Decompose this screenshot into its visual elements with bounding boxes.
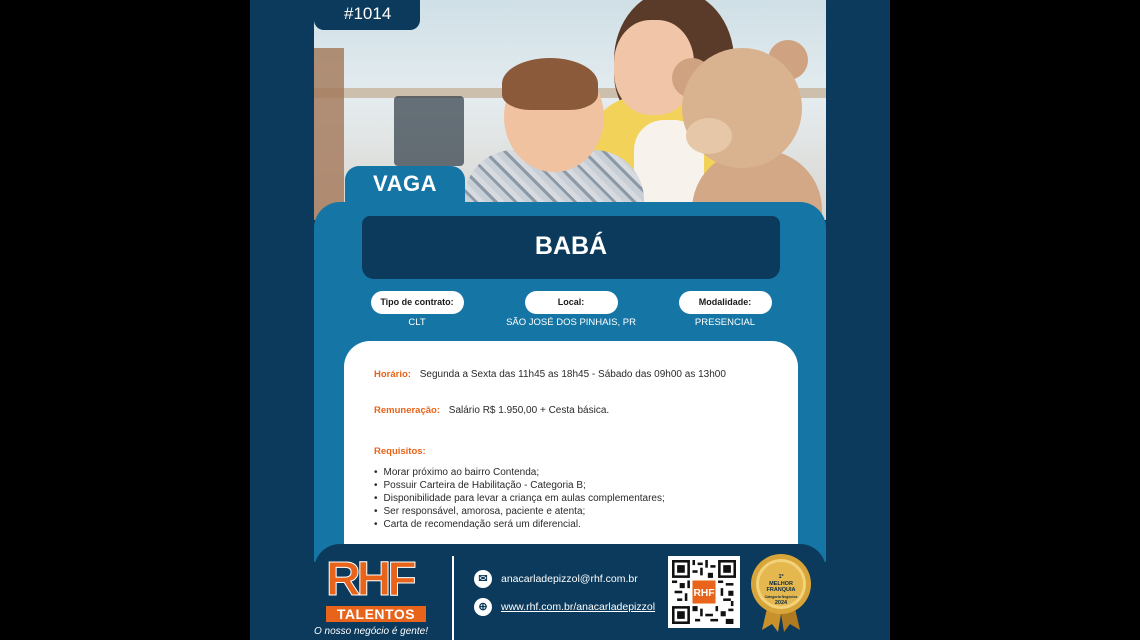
qr-code-graphic	[672, 560, 736, 624]
remuneracao-row	[374, 405, 609, 416]
requisitos-label: Requisitos:	[374, 446, 426, 457]
horario-label: Horário:	[374, 369, 411, 380]
email-text[interactable]: anacarladepizzol@rhf.com.br	[501, 573, 638, 585]
logo-rhf-text: RHF	[326, 553, 413, 606]
list-item: • Disponibilidade para levar a criança em aulas complementares;	[374, 492, 665, 505]
list-item: • Morar próximo ao bairro Contenda;	[374, 466, 665, 479]
job-title: BABÁ	[362, 216, 780, 279]
horario-value: Segunda a Sexta das 11h45 as 18h45 - Sábado das 09h00 as 13h00	[419, 369, 726, 380]
qr-code[interactable]	[668, 556, 740, 628]
list-item: • Possuir Carteira de Habilitação - Categoria B;	[374, 479, 665, 492]
qr-logo-text: RHF	[693, 587, 715, 599]
requisitos-list	[374, 466, 665, 531]
info-contract-value: CLT	[408, 317, 426, 328]
slogan: O nosso negócio é gente!	[314, 626, 428, 637]
email-contact[interactable]	[474, 570, 638, 588]
details-panel	[344, 341, 798, 551]
info-contract	[337, 291, 497, 328]
seal-text: 1º MELHOR FRANQUIA Categoria Negócios 2024	[764, 574, 798, 606]
remuneracao-value: Salário R$ 1.950,00 + Cesta básica.	[448, 405, 610, 416]
website-link[interactable]: www.rhf.com.br/anacarladepizzol	[501, 601, 656, 613]
info-location-value: SÃO JOSÉ DOS PINHAIS, PR	[506, 317, 636, 328]
vaga-label: VAGA	[345, 166, 465, 210]
rhf-logo[interactable]	[314, 553, 434, 637]
info-modality-value: PRESENCIAL	[694, 317, 756, 328]
list-item: • Carta de recomendação será um diferencial.	[374, 518, 665, 531]
info-location-label: Local:	[525, 291, 618, 314]
remuneracao-label: Remuneração:	[374, 405, 440, 416]
info-modality-label: Modalidade:	[679, 291, 772, 314]
mail-icon: ✉	[474, 570, 492, 588]
award-seal	[750, 552, 812, 632]
info-contract-label: Tipo de contrato:	[371, 291, 464, 314]
info-modality	[645, 291, 805, 328]
footer-divider	[452, 556, 454, 640]
info-location	[491, 291, 651, 328]
logo-talentos-text: TALENTOS	[326, 606, 426, 622]
website-contact[interactable]	[474, 598, 655, 616]
footer	[314, 544, 826, 640]
job-poster	[250, 0, 890, 640]
job-id-badge: #1014	[314, 0, 420, 30]
globe-icon: ⊕	[474, 598, 492, 616]
horario-row	[374, 369, 726, 380]
list-item: • Ser responsável, amorosa, paciente e atenta;	[374, 505, 665, 518]
